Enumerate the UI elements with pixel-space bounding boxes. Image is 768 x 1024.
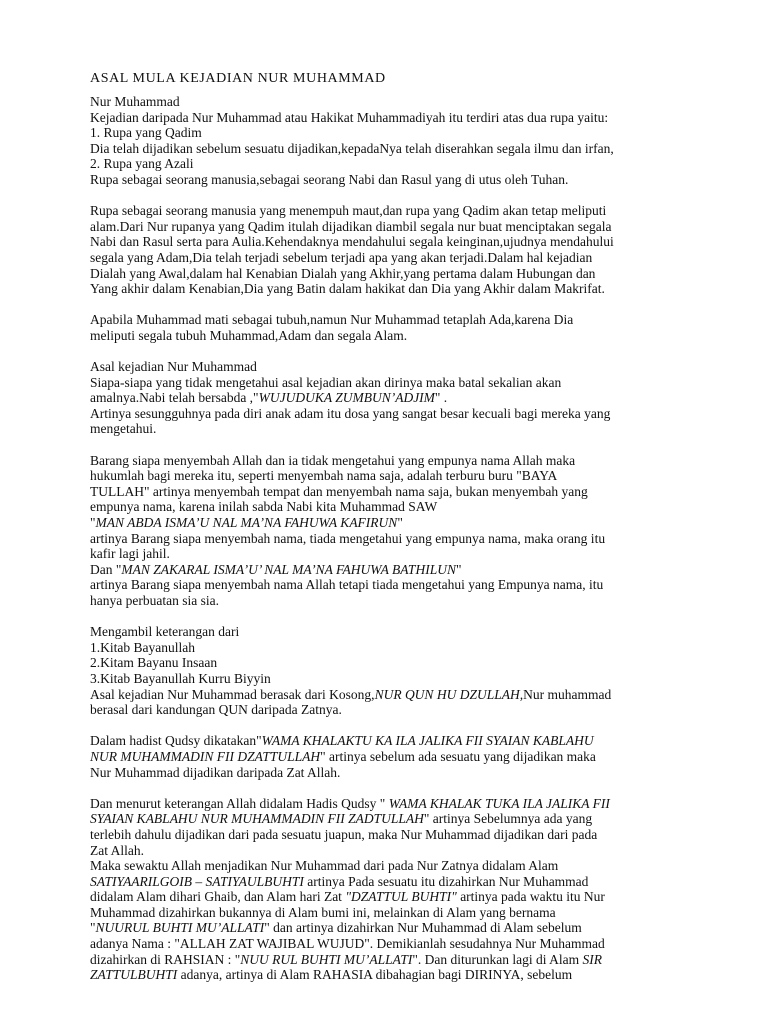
italic-arabic-phrase: NUR QUN HU DZULLAH, xyxy=(374,686,524,702)
italic-arabic-phrase: WAMA KHALAKTU KA ILA JALIKA FII SYAIAN KABLAHU xyxy=(261,733,594,749)
italic-arabic-phrase: WUJUDUKA ZUMBUN’ADJIM xyxy=(258,390,435,406)
text-line: "MAN ABDA ISMA’U NAL MA’NA FAHUWA KAFIRUN" xyxy=(90,515,403,531)
paragraph-gap xyxy=(90,437,688,453)
text-line: 2. Rupa yang Azali xyxy=(90,156,194,172)
paragraph xyxy=(90,624,688,718)
italic-arabic-phrase: MAN ABDA ISMA’U NAL MA’NA FAHUWA KAFIRUN xyxy=(95,515,398,531)
text-line: 1.Kitab Bayanullah xyxy=(90,639,195,655)
text-line: Kejadian daripada Nur Muhammad atau Hakikat Muhammadiyah itu terdiri atas dua rupa yaitu: xyxy=(90,109,609,125)
text-line: Barang siapa menyembah Allah dan ia tidak mengetahui yang empunya nama Allah maka xyxy=(90,452,576,468)
text-line: empunya nama, karena inilah sabda Nabi kita Muhammad SAW xyxy=(90,499,438,515)
text-line: didalam Alam dihari Ghaib, dan Alam hari Zat "DZATTUL BUHTI" artinya pada waktu itu Nur xyxy=(90,889,605,905)
text-line: SATIYAARILGOIB – SATIYAULBUHTI artinya Pada sesuatu itu dizahirkan Nur Muhammad xyxy=(90,873,589,889)
italic-arabic-phrase: "DZATTUL BUHTI" xyxy=(345,889,457,905)
text-line: Artinya sesungguhnya pada diri anak adam itu dosa yang sangat besar kecuali bagi mereka yang xyxy=(90,405,611,421)
text-line: Apabila Muhammad mati sebagai tubuh,namun Nur Muhammad tetaplah Ada,karena Dia xyxy=(90,312,574,328)
text-line: Rupa sebagai seorang manusia,sebagai seorang Nabi dan Rasul yang di utus oleh Tuhan. xyxy=(90,171,569,187)
text-line: 3.Kitab Bayanullah Kurru Biyyin xyxy=(90,670,271,686)
paragraph xyxy=(90,312,688,343)
text-line: Maka sewaktu Allah menjadikan Nur Muhammad dari pada Nur Zatnya didalam Alam xyxy=(90,858,559,874)
text-line: artinya Barang siapa menyembah nama, tiada mengetahui yang empunya nama, maka orang itu xyxy=(90,530,606,546)
text-line: Asal kejadian Nur Muhammad xyxy=(90,359,257,375)
italic-arabic-phrase: MAN ZAKARAL ISMA’U’ NAL MA’NA FAHUWA BATHILUN xyxy=(121,561,456,577)
paragraph xyxy=(90,453,688,609)
document-title: ASAL MULA KEJADIAN NUR MUHAMMAD xyxy=(90,71,386,86)
text-line: ZATTULBUHTI adanya, artinya di Alam RAHASIA dibahagian bagi DIRINYA, sebelum xyxy=(90,967,573,983)
paragraph-gap xyxy=(90,718,688,734)
text-line: NUR MUHAMMADIN FII DZATTULLAH" artinya sebelum ada sesuatu yang dijadikan maka xyxy=(90,748,596,764)
text-line: terlebih dahulu dijadikan dari pada sesuatu juapun, maka Nur Muhammad dijadikan dari pada xyxy=(90,826,598,842)
text-line: Dan "MAN ZAKARAL ISMA’U’ NAL MA’NA FAHUWA BATHILUN" xyxy=(90,561,462,577)
text-line: segala yang Adam,Dia telah terjadi sebelum terjadi apa yang akan terjadi.Dalam hal kejadian xyxy=(90,249,593,265)
text-line: adanya Nama : "ALLAH ZAT WAJIBAL WUJUD". Demikianlah sesudahnya Nur Muhammad xyxy=(90,936,605,952)
text-line: hanya perbuatan sia sia. xyxy=(90,593,219,608)
paragraph xyxy=(90,203,688,297)
italic-arabic-phrase: WAMA KHALAK TUKA ILA JALIKA FII xyxy=(388,795,610,811)
text-line: Dialah yang Awal,dalam hal Kenabian Dialah yang Akhir,yang pertama dalam Hubungan dan xyxy=(90,265,596,281)
text-line: alam.Dari Nur rupanya yang Qadim itulah dijadikan diambil segala nur buat menciptakan segala xyxy=(90,218,612,234)
text-line: Yang akhir dalam Kenabian,Dia yang Batin dalam hakikat dan Dia yang Akhir dalam Makrifat. xyxy=(90,281,605,297)
paragraph-gap xyxy=(90,609,688,625)
italic-arabic-phrase: ZATTULBUHTI xyxy=(90,967,178,983)
text-line: Dia telah dijadikan sebelum sesuatu dijadikan,kepadaNya telah diserahkan segala ilmu dan irfan, xyxy=(90,140,614,156)
text-line: Mengambil keterangan dari xyxy=(90,624,240,640)
text-line: 1. Rupa yang Qadim xyxy=(90,125,202,141)
paragraph xyxy=(90,359,688,437)
text-line: TULLAH" artinya menyembah tempat dan menyembah nama saja, bukan menyembah yang xyxy=(90,483,588,499)
italic-arabic-phrase: SYAIAN KABLAHU NUR MUHAMMADIN FII ZADTULLAH xyxy=(90,811,424,827)
text-line: Nur Muhammad xyxy=(90,94,180,109)
text-line: SYAIAN KABLAHU NUR MUHAMMADIN FII ZADTULLAH" artinya Sebelumnya ada yang xyxy=(90,811,593,827)
text-line: amalnya.Nabi telah bersabda ,"WUJUDUKA ZUMBUN’ADJIM" . xyxy=(90,390,448,406)
text-line: dizahirkan di RAHSIAN : "NUU RUL BUHTI MU’ALLATI". Dan diturunkan lagi di Alam SIR xyxy=(90,951,602,967)
italic-arabic-phrase: SIR xyxy=(582,951,602,967)
text-line: Zat Allah. xyxy=(90,842,144,858)
paragraph xyxy=(90,733,688,780)
italic-arabic-phrase: NUU RUL BUHTI MU’ALLATI xyxy=(240,951,413,967)
text-line: Siapa-siapa yang tidak mengetahui asal kejadian akan dirinya maka batal sekalian akan xyxy=(90,374,562,390)
text-line: artinya Barang siapa menyembah nama Allah tetapi tiada mengetahui yang Empunya nama, itu xyxy=(90,577,604,593)
text-line: hukumlah bagi mereka itu, seperti menyembah nama saja, adalah terburu buru "BAYA xyxy=(90,468,558,484)
paragraph xyxy=(90,94,688,188)
text-line: meliputi segala tubuh Muhammad,Adam dan segala Alam. xyxy=(90,327,408,343)
italic-arabic-phrase: NUURUL BUHTI MU’ALLATI xyxy=(95,920,265,936)
paragraph-gap xyxy=(90,780,688,796)
text-line: mengetahui. xyxy=(90,421,157,437)
text-line: Rupa sebagai seorang manusia yang menempuh maut,dan rupa yang Qadim akan tetap meliputi xyxy=(90,203,607,219)
document-body xyxy=(90,94,688,983)
text-line: kafir lagi jahil. xyxy=(90,546,170,562)
text-line: "NUURUL BUHTI MU’ALLATI" dan artinya dizahirkan Nur Muhammad di Alam sebelum xyxy=(90,920,582,936)
text-line: Dalam hadist Qudsy dikatakan"WAMA KHALAKTU KA ILA JALIKA FII SYAIAN KABLAHU xyxy=(90,733,594,749)
text-line: Dan menurut keterangan Allah didalam Hadis Qudsy " WAMA KHALAK TUKA ILA JALIKA FII xyxy=(90,795,610,811)
paragraph-gap xyxy=(90,344,688,360)
text-line: 2.Kitam Bayanu Insaan xyxy=(90,655,218,671)
text-line: Nur Muhammad dijadikan daripada Zat Allah. xyxy=(90,764,341,780)
text-line: Nabi dan Rasul serta para Aulia.Kehendaknya mendahului segala keinginan,ujudnya mendahului xyxy=(90,234,614,250)
paragraph-gap xyxy=(90,297,688,313)
text-line: berasal dari kandungan QUN daripada Zatnya. xyxy=(90,702,342,718)
text-line: Muhammad dizahirkan bukannya di Alam bumi ini, melainkan di Alam yang bernama xyxy=(90,904,556,920)
text-line: Asal kejadian Nur Muhammad berasak dari Kosong,NUR QUN HU DZULLAH,Nur muhammad xyxy=(90,686,612,702)
italic-arabic-phrase: NUR MUHAMMADIN FII DZATTULLAH xyxy=(90,748,321,764)
paragraph xyxy=(90,796,688,983)
italic-arabic-phrase: SATIYAARILGOIB – SATIYAULBUHTI xyxy=(90,873,304,889)
paragraph-gap xyxy=(90,188,688,204)
